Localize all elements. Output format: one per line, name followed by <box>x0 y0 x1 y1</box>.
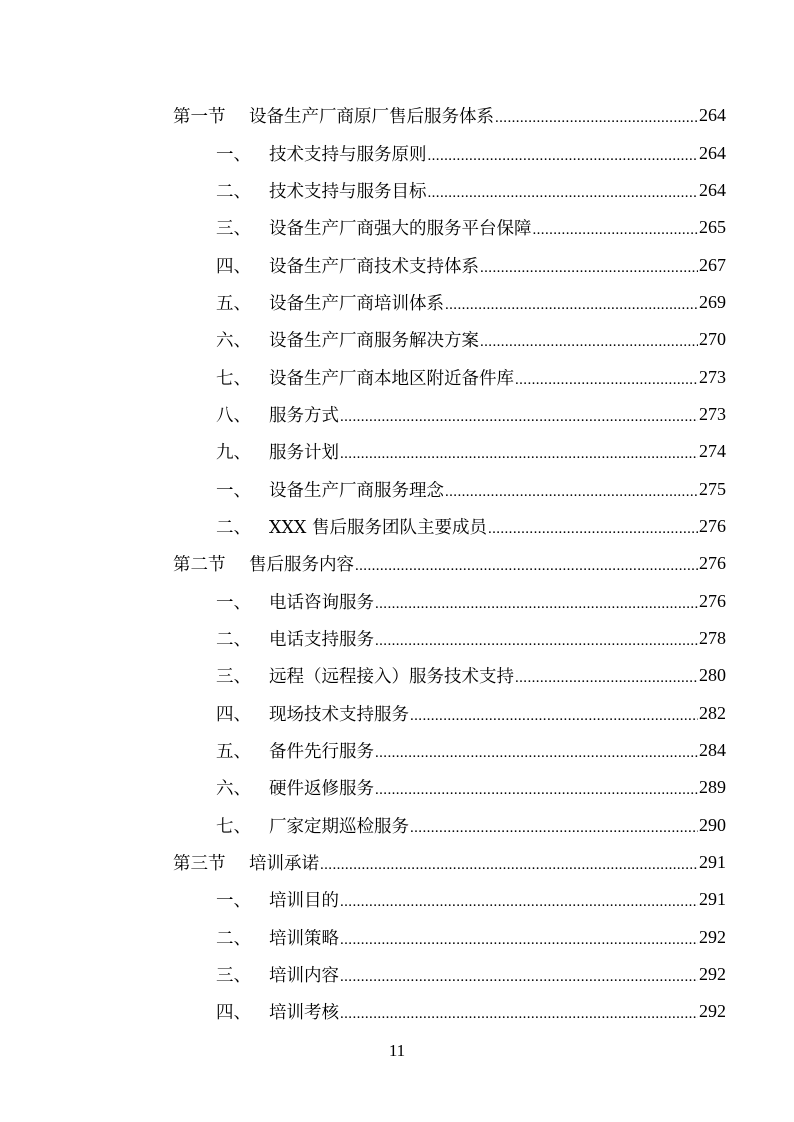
toc-subsection-entry[interactable] <box>173 209 726 246</box>
toc-entry-title: 培训考核 <box>269 1003 339 1024</box>
toc-dot-leader <box>515 367 698 388</box>
toc-subsection-entry[interactable] <box>173 396 726 433</box>
toc-entry-page: 273 <box>699 403 726 424</box>
toc-entry-page: 265 <box>699 217 726 238</box>
toc-dot-leader <box>340 404 698 425</box>
toc-dot-leader <box>340 441 698 462</box>
toc-entry-page: 275 <box>699 478 726 499</box>
toc-entry-page: 276 <box>699 590 726 611</box>
toc-subsection-entry[interactable] <box>173 470 726 507</box>
toc-subsection-entry[interactable] <box>173 508 726 545</box>
toc-entry-number: 三、 <box>216 667 251 688</box>
toc-entry-page: 282 <box>699 702 726 723</box>
toc-subsection-entry[interactable] <box>173 956 726 993</box>
toc-dot-leader <box>340 964 698 985</box>
toc-subsection-entry[interactable] <box>173 732 726 769</box>
toc-subsection-entry[interactable] <box>173 134 726 171</box>
toc-entry-title: 现场技术支持服务 <box>269 704 409 725</box>
toc-subsection-entry[interactable] <box>173 919 726 956</box>
toc-dot-leader <box>445 292 698 313</box>
toc-entry-page: 291 <box>699 889 726 910</box>
toc-dot-leader <box>515 665 698 686</box>
toc-dot-leader <box>445 479 698 500</box>
toc-entry-title: 厂家定期巡检服务 <box>269 816 409 837</box>
toc-entry-title: 设备生产厂商培训体系 <box>269 293 444 314</box>
toc-entry-page: 292 <box>699 964 726 985</box>
toc-entry-page: 269 <box>699 291 726 312</box>
toc-dot-leader <box>480 329 698 350</box>
toc-subsection-entry[interactable] <box>173 433 726 470</box>
toc-dot-leader <box>428 143 699 164</box>
toc-entry-number: 第三节 <box>173 854 226 875</box>
toc-entry-page: 264 <box>699 142 726 163</box>
toc-entry-number: 七、 <box>216 368 251 389</box>
toc-entry-title: 设备生产厂商技术支持体系 <box>269 256 479 277</box>
toc-dot-leader <box>375 591 698 612</box>
table-of-contents <box>173 97 726 1031</box>
toc-subsection-entry[interactable] <box>173 172 726 209</box>
toc-entry-number: 四、 <box>216 704 251 725</box>
toc-subsection-entry[interactable] <box>173 284 726 321</box>
toc-dot-leader <box>375 628 698 649</box>
toc-entry-number: 四、 <box>216 1003 251 1024</box>
toc-entry-title: 设备生产厂商原厂售后服务体系 <box>249 107 494 128</box>
toc-entry-page: 276 <box>699 553 726 574</box>
toc-entry-page: 276 <box>699 515 726 536</box>
toc-entry-number: 五、 <box>216 293 251 314</box>
toc-section-entry[interactable] <box>173 545 726 582</box>
toc-entry-title: 培训策略 <box>269 928 339 949</box>
toc-entry-number: 二、 <box>216 629 251 650</box>
toc-entry-title: 设备生产厂商服务解决方案 <box>269 331 479 352</box>
toc-entry-page: 292 <box>699 926 726 947</box>
toc-dot-leader <box>375 740 698 761</box>
toc-entry-number: 二、 <box>216 928 251 949</box>
toc-entry-number: 七、 <box>216 816 251 837</box>
toc-subsection-entry[interactable] <box>173 321 726 358</box>
toc-entry-number: 一、 <box>216 891 251 912</box>
toc-dot-leader <box>340 927 698 948</box>
toc-entry-page: 292 <box>699 1001 726 1022</box>
toc-entry-title: 电话咨询服务 <box>269 592 374 613</box>
toc-entry-number: 三、 <box>216 966 251 987</box>
toc-entry-title: 售后服务内容 <box>249 555 354 576</box>
toc-entry-page: 270 <box>699 329 726 350</box>
toc-entry-title: 电话支持服务 <box>269 629 374 650</box>
toc-entry-page: 289 <box>699 777 726 798</box>
toc-dot-leader <box>410 703 698 724</box>
toc-entry-number: 八、 <box>216 405 251 426</box>
toc-entry-number: 三、 <box>216 219 251 240</box>
toc-dot-leader <box>495 105 698 126</box>
toc-subsection-entry[interactable] <box>173 620 726 657</box>
toc-section-entry[interactable] <box>173 97 726 134</box>
toc-dot-leader <box>480 255 698 276</box>
toc-entry-number: 六、 <box>216 779 251 800</box>
toc-dot-leader <box>355 553 698 574</box>
toc-entry-title: 备件先行服务 <box>269 742 374 763</box>
toc-subsection-entry[interactable] <box>173 695 726 732</box>
toc-entry-number: 二、 <box>216 181 251 202</box>
toc-entry-page: 267 <box>699 254 726 275</box>
toc-entry-title: 硬件返修服务 <box>269 779 374 800</box>
toc-entry-number: 一、 <box>216 592 251 613</box>
toc-entry-page: 284 <box>699 740 726 761</box>
toc-entry-title: 培训目的 <box>269 891 339 912</box>
toc-entry-title: 培训内容 <box>269 966 339 987</box>
toc-entry-title: 培训承诺 <box>249 854 319 875</box>
toc-dot-leader <box>320 852 698 873</box>
page-number: 11 <box>388 1041 406 1060</box>
toc-entry-title: 设备生产厂商强大的服务平台保障 <box>269 219 532 240</box>
toc-subsection-entry[interactable] <box>173 807 726 844</box>
toc-entry-title: 服务方式 <box>269 405 339 426</box>
toc-entry-number: 一、 <box>216 480 251 501</box>
toc-dot-leader <box>428 180 699 201</box>
toc-entry-page: 274 <box>699 441 726 462</box>
toc-subsection-entry[interactable] <box>173 246 726 283</box>
toc-subsection-entry[interactable] <box>173 993 726 1030</box>
toc-entry-page: 290 <box>699 814 726 835</box>
toc-entry-page: 291 <box>699 852 726 873</box>
toc-entry-number: 第二节 <box>173 555 226 576</box>
toc-entry-number: 六、 <box>216 331 251 352</box>
toc-entry-number: 一、 <box>216 144 251 165</box>
toc-dot-leader <box>340 1001 698 1022</box>
toc-dot-leader <box>340 889 698 910</box>
toc-entry-title: 服务计划 <box>269 443 339 464</box>
toc-entry-title: 远程（远程接入）服务技术支持 <box>269 667 514 688</box>
toc-subsection-entry[interactable] <box>173 769 726 806</box>
toc-entry-page: 264 <box>699 105 726 126</box>
toc-subsection-entry[interactable] <box>173 358 726 395</box>
toc-entry-title: 设备生产厂商服务理念 <box>269 480 444 501</box>
toc-section-entry[interactable] <box>173 844 726 881</box>
toc-dot-leader <box>533 217 699 238</box>
toc-entry-number: 五、 <box>216 742 251 763</box>
toc-entry-title: 技术支持与服务原则 <box>269 144 427 165</box>
toc-entry-title: 技术支持与服务目标 <box>269 181 427 202</box>
toc-entry-title: 设备生产厂商本地区附近备件库 <box>269 368 514 389</box>
toc-entry-number: 第一节 <box>173 107 226 128</box>
toc-entry-page: 273 <box>699 366 726 387</box>
toc-entry-page: 280 <box>699 665 726 686</box>
toc-subsection-entry[interactable] <box>173 881 726 918</box>
toc-entry-number: 四、 <box>216 256 251 277</box>
toc-dot-leader <box>488 516 698 537</box>
toc-entry-page: 264 <box>699 179 726 200</box>
toc-entry-title: XXX 售后服务团队主要成员 <box>269 517 487 538</box>
toc-entry-number: 九、 <box>216 443 251 464</box>
toc-entry-page: 278 <box>699 627 726 648</box>
toc-entry-number: 二、 <box>216 517 251 538</box>
toc-subsection-entry[interactable] <box>173 657 726 694</box>
toc-dot-leader <box>375 777 698 798</box>
toc-subsection-entry[interactable] <box>173 582 726 619</box>
toc-dot-leader <box>410 815 698 836</box>
